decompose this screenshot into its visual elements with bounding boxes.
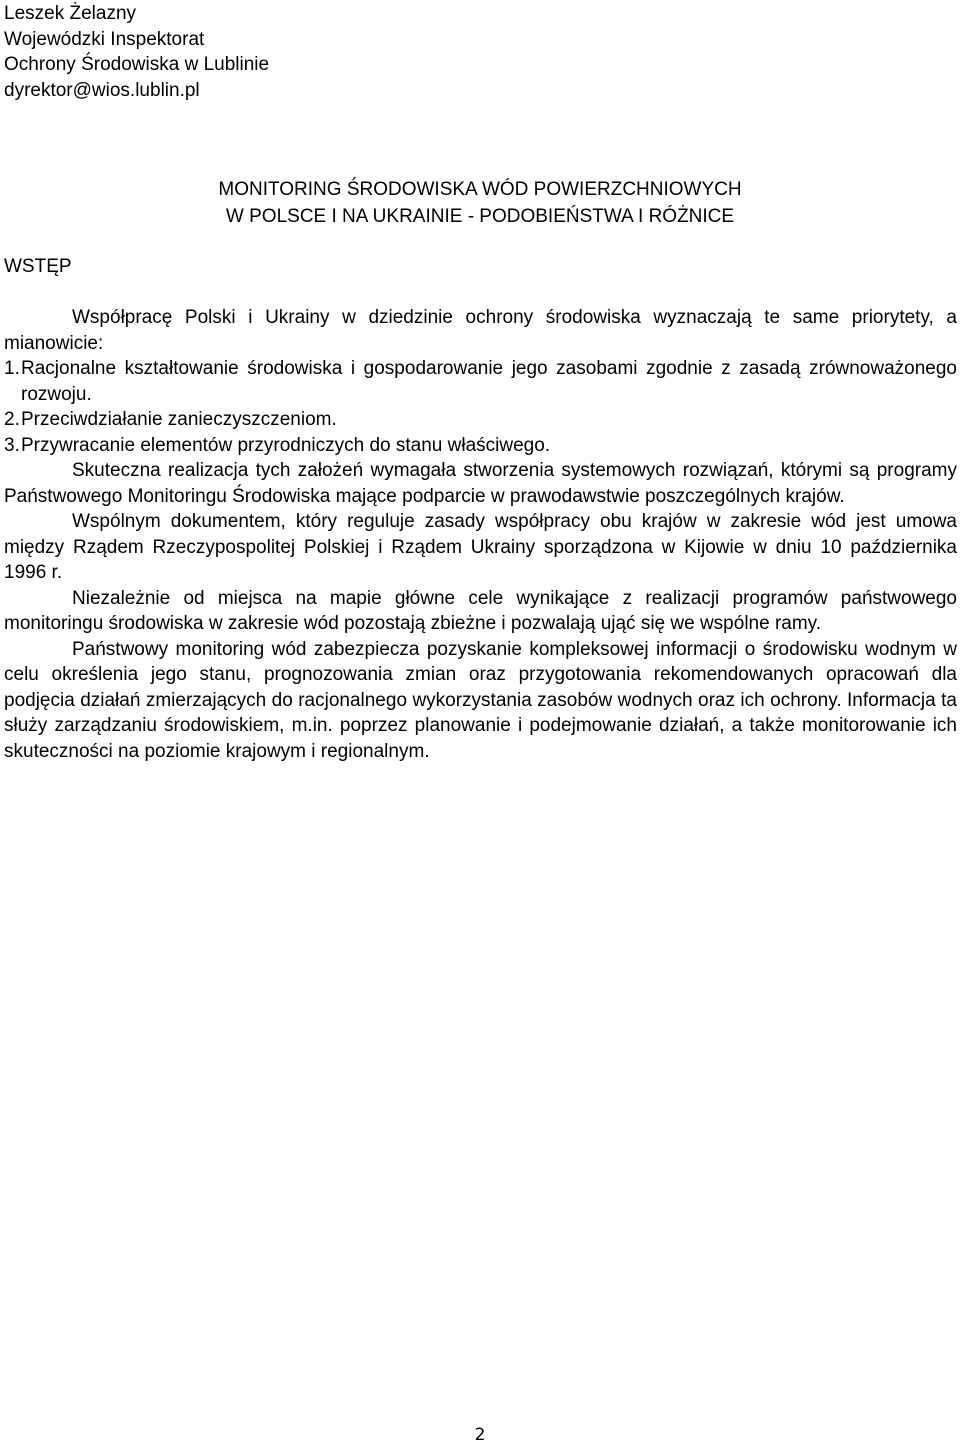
- list-item-number: 1.: [4, 358, 20, 379]
- body-paragraph: Wspólnym dokumentem, który reguluje zasady współpracy obu krajów w zakresie wód jest umowa między Rządem Rzeczypospolitej Polskiej i Rządem Ukrainy sporządzona w Kijowie w dniu 10 października 1996 r.: [4, 511, 957, 583]
- list-item: [4, 407, 957, 433]
- list-item-text: Przywracanie elementów przyrodniczych do stanu właściwego.: [21, 434, 551, 456]
- body-paragraph: Skuteczna realizacja tych założeń wymagała stworzenia systemowych rozwiązań, którymi są programy Państwowego Monitoringu Środowiska mające podparcie w prawodawstwie poszczególnych krajów.: [4, 460, 957, 507]
- list-item: [4, 356, 957, 407]
- list-item-number: 2.: [4, 409, 20, 430]
- document-body: [4, 305, 957, 764]
- author-name: Leszek Żelazny: [4, 3, 137, 24]
- body-paragraph: Państwowy monitoring wód zabezpiecza pozyskanie kompleksowej informacji o środowisku wodnym w celu określenia jego stanu, prognozowania zmian oraz przygotowania rekomendowanych opracowań dla podjęcia działań zmierzających do racjonalnego wykorzystania zasobów wodnych oraz ich ochrony. Informacja ta służy zarządzaniu środowiskiem, m.in. poprzez planowanie i podejmowanie działań, a także monitorowanie ich skuteczności na poziomie krajowym i regionalnym.: [4, 638, 957, 762]
- title-line2: W POLSCE I NA UKRAINIE - PODOBIEŃSTWA I RÓŻNICE: [225, 206, 735, 227]
- author-position-line2: Ochrony Środowiska w Lublinie: [4, 54, 270, 75]
- intro-paragraph: Współpracę Polski i Ukrainy w dziedzinie ochrony środowiska wyznaczają te same priorytety, a mianowicie:: [4, 307, 957, 354]
- priorities-list: [4, 356, 957, 458]
- list-item: [4, 433, 957, 459]
- author-position-line1: Wojewódzki Inspektorat: [4, 28, 205, 50]
- title-line1: MONITORING ŚRODOWISKA WÓD POWIERZCHNIOWYCH: [218, 179, 742, 200]
- list-item-text: Racjonalne kształtowanie środowiska i gospodarowanie jego zasobami zgodnie z zasadą zrównoważonego rozwoju.: [21, 358, 957, 405]
- page-number: 2: [474, 1425, 486, 1445]
- list-item-text: Przeciwdziałanie zanieczyszczeniom.: [21, 409, 337, 430]
- section-heading: WSTĘP: [4, 256, 72, 277]
- author-email: dyrektor@wios.lublin.pl: [4, 79, 200, 101]
- list-item-number: 3.: [4, 434, 20, 456]
- author-block: [4, 1, 604, 103]
- body-paragraph: Niezależnie od miejsca na mapie główne cele wynikające z realizacji programów państwowego monitoringu środowiska w zakresie wód pozostają zbieżne i pozwalają ująć się we wspólne ramy.: [4, 587, 957, 634]
- document-title: [0, 177, 960, 231]
